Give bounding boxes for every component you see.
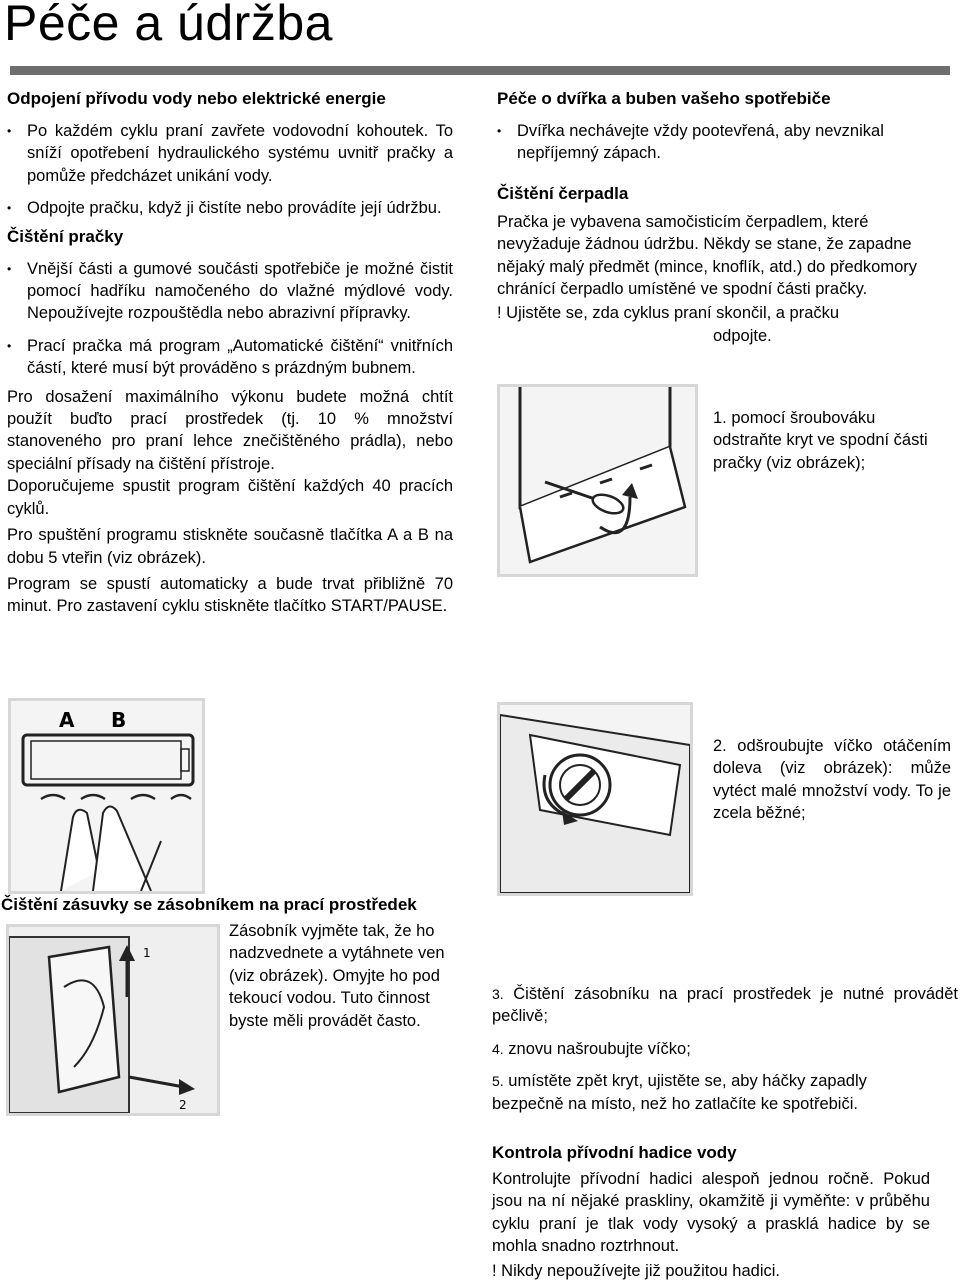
pump-step-3 <box>492 983 958 1028</box>
warn-line-2: odpojte. <box>713 326 772 345</box>
step-4-number: 4. <box>492 1040 504 1057</box>
section-heading-pump: Čištění čerpadla <box>497 183 629 203</box>
pump-cap-illustration <box>497 702 693 896</box>
para-recommend: Doporučujeme spustit program čištění každých 40 pracích cyklů. <box>7 477 453 518</box>
left-column-top <box>7 88 453 618</box>
section-heading-dispenser: Čištění zásuvky se zásobníkem na prací prostředek <box>1 895 417 914</box>
bullet-close-tap: • Po každém cyklu praní zavřete vodovodní kohoutek. To sníží opotřebení hydraulického systému uvnitř pračky a pomůže předcházet unikání vody. <box>7 120 453 187</box>
section-heading-hose: Kontrola přívodní hadice vody <box>492 1143 737 1162</box>
section-heading-disconnect: Odpojení přívodu vody nebo elektrické energie <box>7 89 386 108</box>
step-3-text: Čištění zásobníku na prací prostředek je nutné provádět pečlivě; <box>492 985 958 1026</box>
para-detergent: Pro dosažení maximálního výkonu budete možná chtít použít buďto prací prostředek (tj. 10 % množství stanoveného pro praní lehce znečištěného prádla), nebo speciální přísady na čištění přístroje. <box>7 387 453 473</box>
figure-step-2: 2 <box>179 1098 187 1112</box>
page-title: Péče a údržba <box>4 0 333 51</box>
screwdriver-illustration <box>497 384 698 577</box>
bullet-door-ajar: • Dvířka nechávejte vždy pootevřená, aby nevznikal nepříjemný zápach. <box>497 120 937 165</box>
right-column-top <box>497 88 952 347</box>
section-heading-cleaning: Čištění pračky <box>7 226 124 246</box>
dispenser-text: Zásobník vyjměte tak, že ho nadzvednete a vytáhnete ven (viz obrázek). Omyjte ho pod tekoucí vodou. Tuto činnost byste měli provádět často. <box>229 922 445 1030</box>
section-heading-door: Péče o dvířka a buben vašeho spotřebiče <box>497 89 831 108</box>
step-5-number: 5. <box>492 1073 504 1090</box>
label-a: A <box>59 708 75 732</box>
para-start: Pro spuštění programu stiskněte současně tlačítka A a B na dobu 5 vteřin (viz obrázek). <box>7 526 453 567</box>
figure-step-1: 1 <box>143 946 151 960</box>
para-duration: Program se spustí automaticky a bude trvat přibližně 70 minut. Pro zastavení cyklu stiskněte tlačítko START/PAUSE. <box>7 574 453 616</box>
pump-step-4 <box>492 1038 958 1060</box>
pump-step-1: 1. pomocí šroubováku odstraňte kryt ve spodní části pračky (viz obrázek); <box>713 409 928 472</box>
pump-step-5 <box>492 1070 932 1115</box>
bullet-auto-clean: • Prací pračka má program „Automatické čištění“ vnitřních částí, které musí být prováděno s prázdným bubnem. <box>7 335 453 380</box>
dispenser-illustration <box>6 924 220 1116</box>
step-5-text: umístěte zpět kryt, ujistěte se, aby háčky zapadly bezpečně na místo, než ho zatlačíte ke spotřebiči. <box>492 1072 867 1113</box>
title-rule <box>10 66 950 75</box>
para-pump: Pračka je vybavena samočisticím čerpadlem, které nevyžaduje žádnou údržbu. Někdy se stane, že zapadne nějaký malý předmět (mince, knoflík, atd.) do předkomory chránící čerpadlo umístěné ve spodní části pračky. <box>497 212 918 299</box>
right-column-steps <box>492 983 958 1115</box>
step-4-text: znovu našroubujte víčko; <box>508 1039 691 1058</box>
warn-hose: ! Nikdy nepoužívejte již použitou hadici. <box>492 1261 780 1280</box>
step-3-number: 3. <box>492 986 504 1002</box>
para-hose: Kontrolujte přívodní hadici alespoň jednou ročně. Pokud jsou na ní nějaké praskliny, okamžitě ji vyměňte: v průběhu cyklu praní je tlak vody vysoký a prasklá hadice by se mohla snadno roztrhnout. <box>492 1170 930 1256</box>
bullet-exterior: • Vnější části a gumové součásti spotřebiče je možné čistit pomocí hadříku namočeného do vlažné mýdlové vody. Nepoužívejte rozpouštědla nebo abrazivní přípravky. <box>7 258 453 325</box>
buttons-ab-illustration <box>8 698 205 894</box>
bullet-unplug: • Odpojte pračku, když ji čistíte nebo provádíte její údržbu. <box>7 197 453 219</box>
label-b: B <box>111 708 127 732</box>
right-column-hose <box>492 1142 930 1282</box>
warn-line-1: ! Ujistěte se, zda cyklus praní skončil, a pračku <box>497 304 840 323</box>
pump-step-2: 2. odšroubujte víčko otáčením doleva (viz obrázek): může vytéct malé množství vody. To je zcela běžné; <box>713 737 951 823</box>
